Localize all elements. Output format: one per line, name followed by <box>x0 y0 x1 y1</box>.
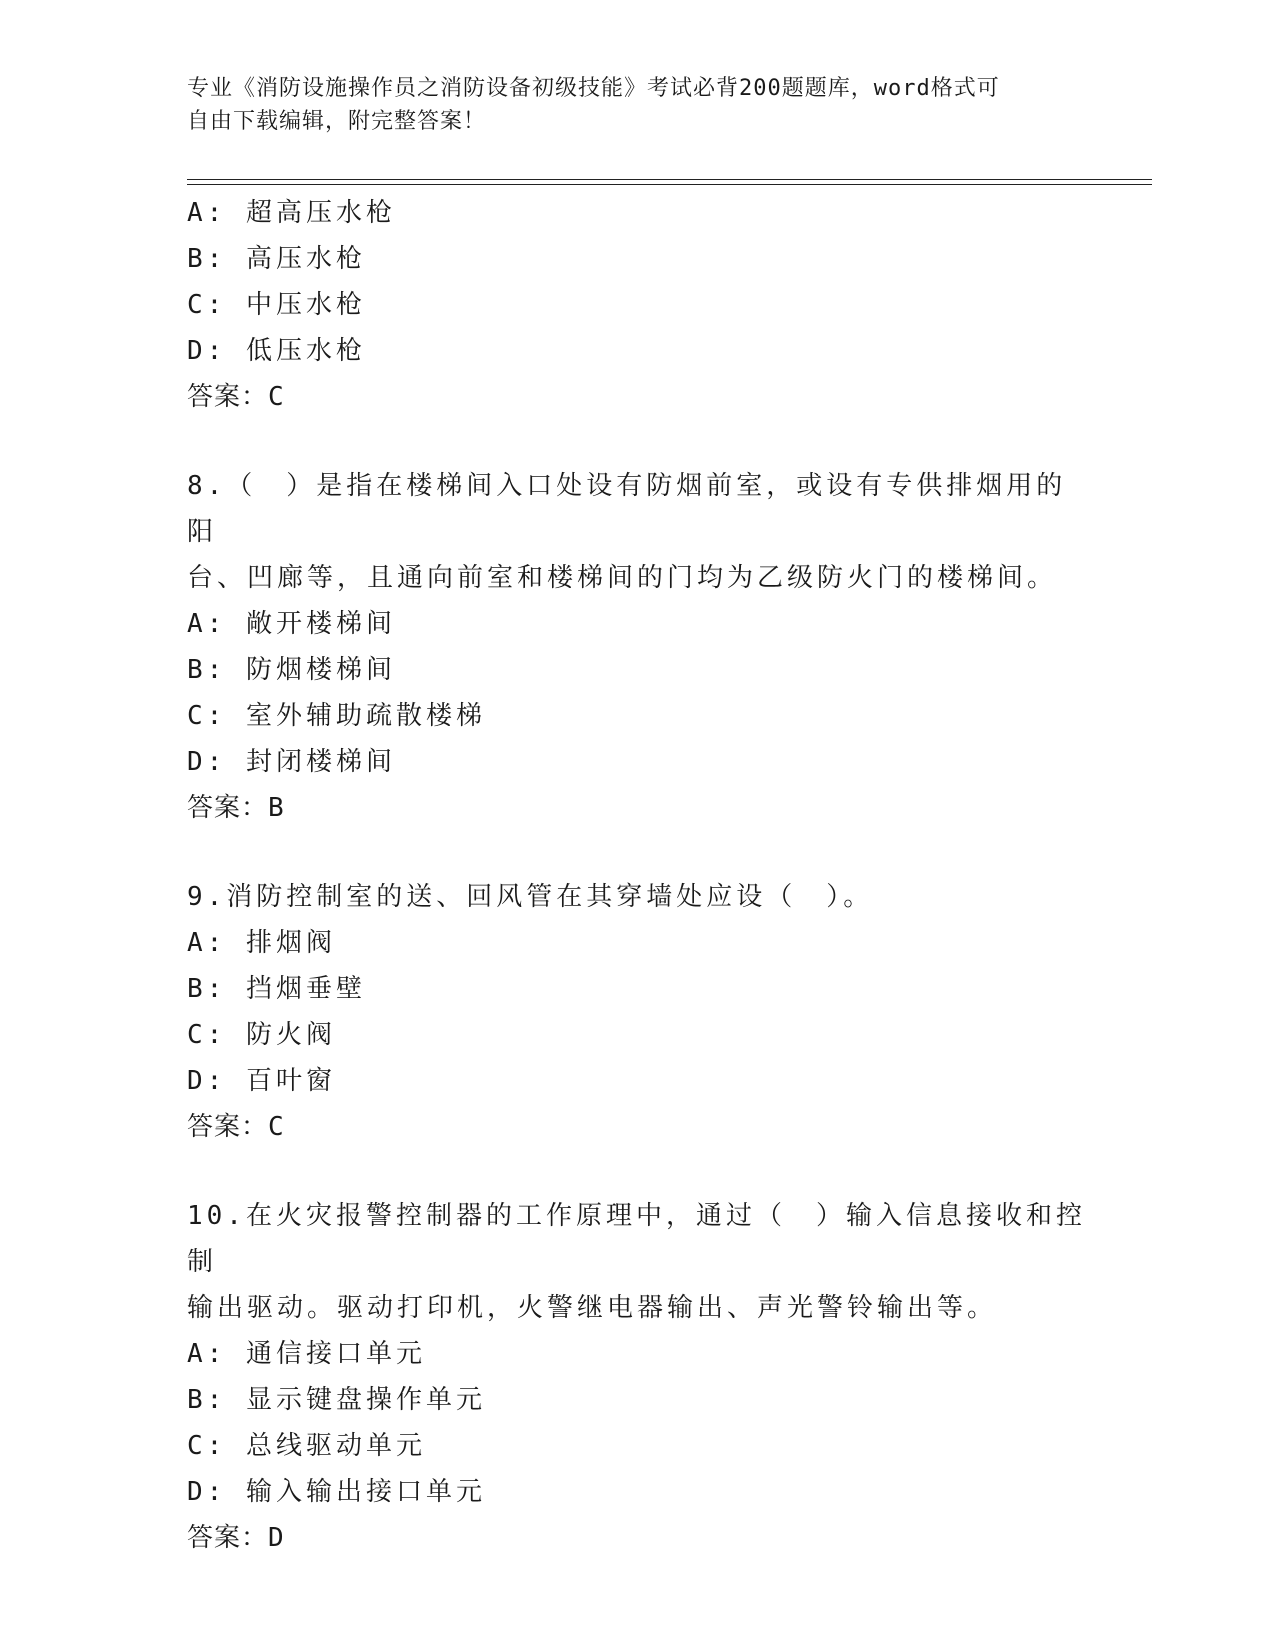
option-c: C: 总线驱动单元 <box>187 1431 426 1461</box>
answer-line <box>187 785 1087 831</box>
answer-line <box>187 1515 1087 1561</box>
question-text-line-2: 输出驱动。驱动打印机，火警继电器输出、声光警铃输出等。 <box>187 1293 998 1323</box>
answer-line <box>187 374 1087 420</box>
question-text-line-1: 8.（ ）是指在楼梯间入口处设有防烟前室，或设有专供排烟用的阳 <box>187 471 1067 547</box>
option-b: B: 显示键盘操作单元 <box>187 1385 486 1415</box>
answer-line <box>187 1104 1087 1150</box>
option-a: A: 敞开楼梯间 <box>187 609 396 639</box>
option-d: D: 百叶窗 <box>187 1066 336 1096</box>
header-line-1: 专业《消防设施操作员之消防设备初级技能》考试必背200题题库，word格式可 <box>187 76 1000 101</box>
answer-value: C <box>268 1112 285 1142</box>
option-c: C: 室外辅助疏散楼梯 <box>187 701 486 731</box>
answer-label: 答案： <box>187 1523 269 1553</box>
header-divider-bottom <box>187 184 1152 185</box>
option-d: D: 低压水枪 <box>187 336 366 366</box>
option-b: B: 挡烟垂壁 <box>187 974 366 1004</box>
option-b: B: 高压水枪 <box>187 244 366 274</box>
question-text <box>187 1193 1087 1331</box>
answer-label: 答案： <box>187 382 269 412</box>
question-7 <box>187 190 1087 420</box>
question-10 <box>187 1193 1087 1561</box>
option-a: A: 排烟阀 <box>187 928 336 958</box>
answer-label: 答案： <box>187 1112 269 1142</box>
question-9 <box>187 874 1087 1150</box>
option-a: A: 超高压水枪 <box>187 198 396 228</box>
answer-value: C <box>268 382 285 412</box>
header-divider-top <box>187 179 1152 180</box>
option-b: B: 防烟楼梯间 <box>187 655 396 685</box>
answer-label: 答案： <box>187 793 269 823</box>
question-text <box>187 874 1087 920</box>
answer-value: D <box>268 1523 285 1553</box>
document-header <box>187 72 1087 138</box>
option-d: D: 封闭楼梯间 <box>187 747 396 777</box>
question-text-line-1: 10.在火灾报警控制器的工作原理中，通过（ ）输入信息接收和控制 <box>187 1201 1086 1277</box>
question-text <box>187 463 1087 601</box>
option-c: C: 中压水枪 <box>187 290 366 320</box>
question-list <box>187 190 1087 1561</box>
option-d: D: 输入输出接口单元 <box>187 1477 486 1507</box>
header-line-2: 自由下载编辑，附完整答案！ <box>187 109 487 134</box>
option-c: C: 防火阀 <box>187 1020 336 1050</box>
option-a: A: 通信接口单元 <box>187 1339 426 1369</box>
question-text-line-1: 9.消防控制室的送、回风管在其穿墙处应设（ ）。 <box>187 882 874 912</box>
question-8 <box>187 463 1087 831</box>
answer-value: B <box>268 793 285 823</box>
question-text-line-2: 台、凹廊等，且通向前室和楼梯间的门均为乙级防火门的楼梯间。 <box>187 563 1058 593</box>
